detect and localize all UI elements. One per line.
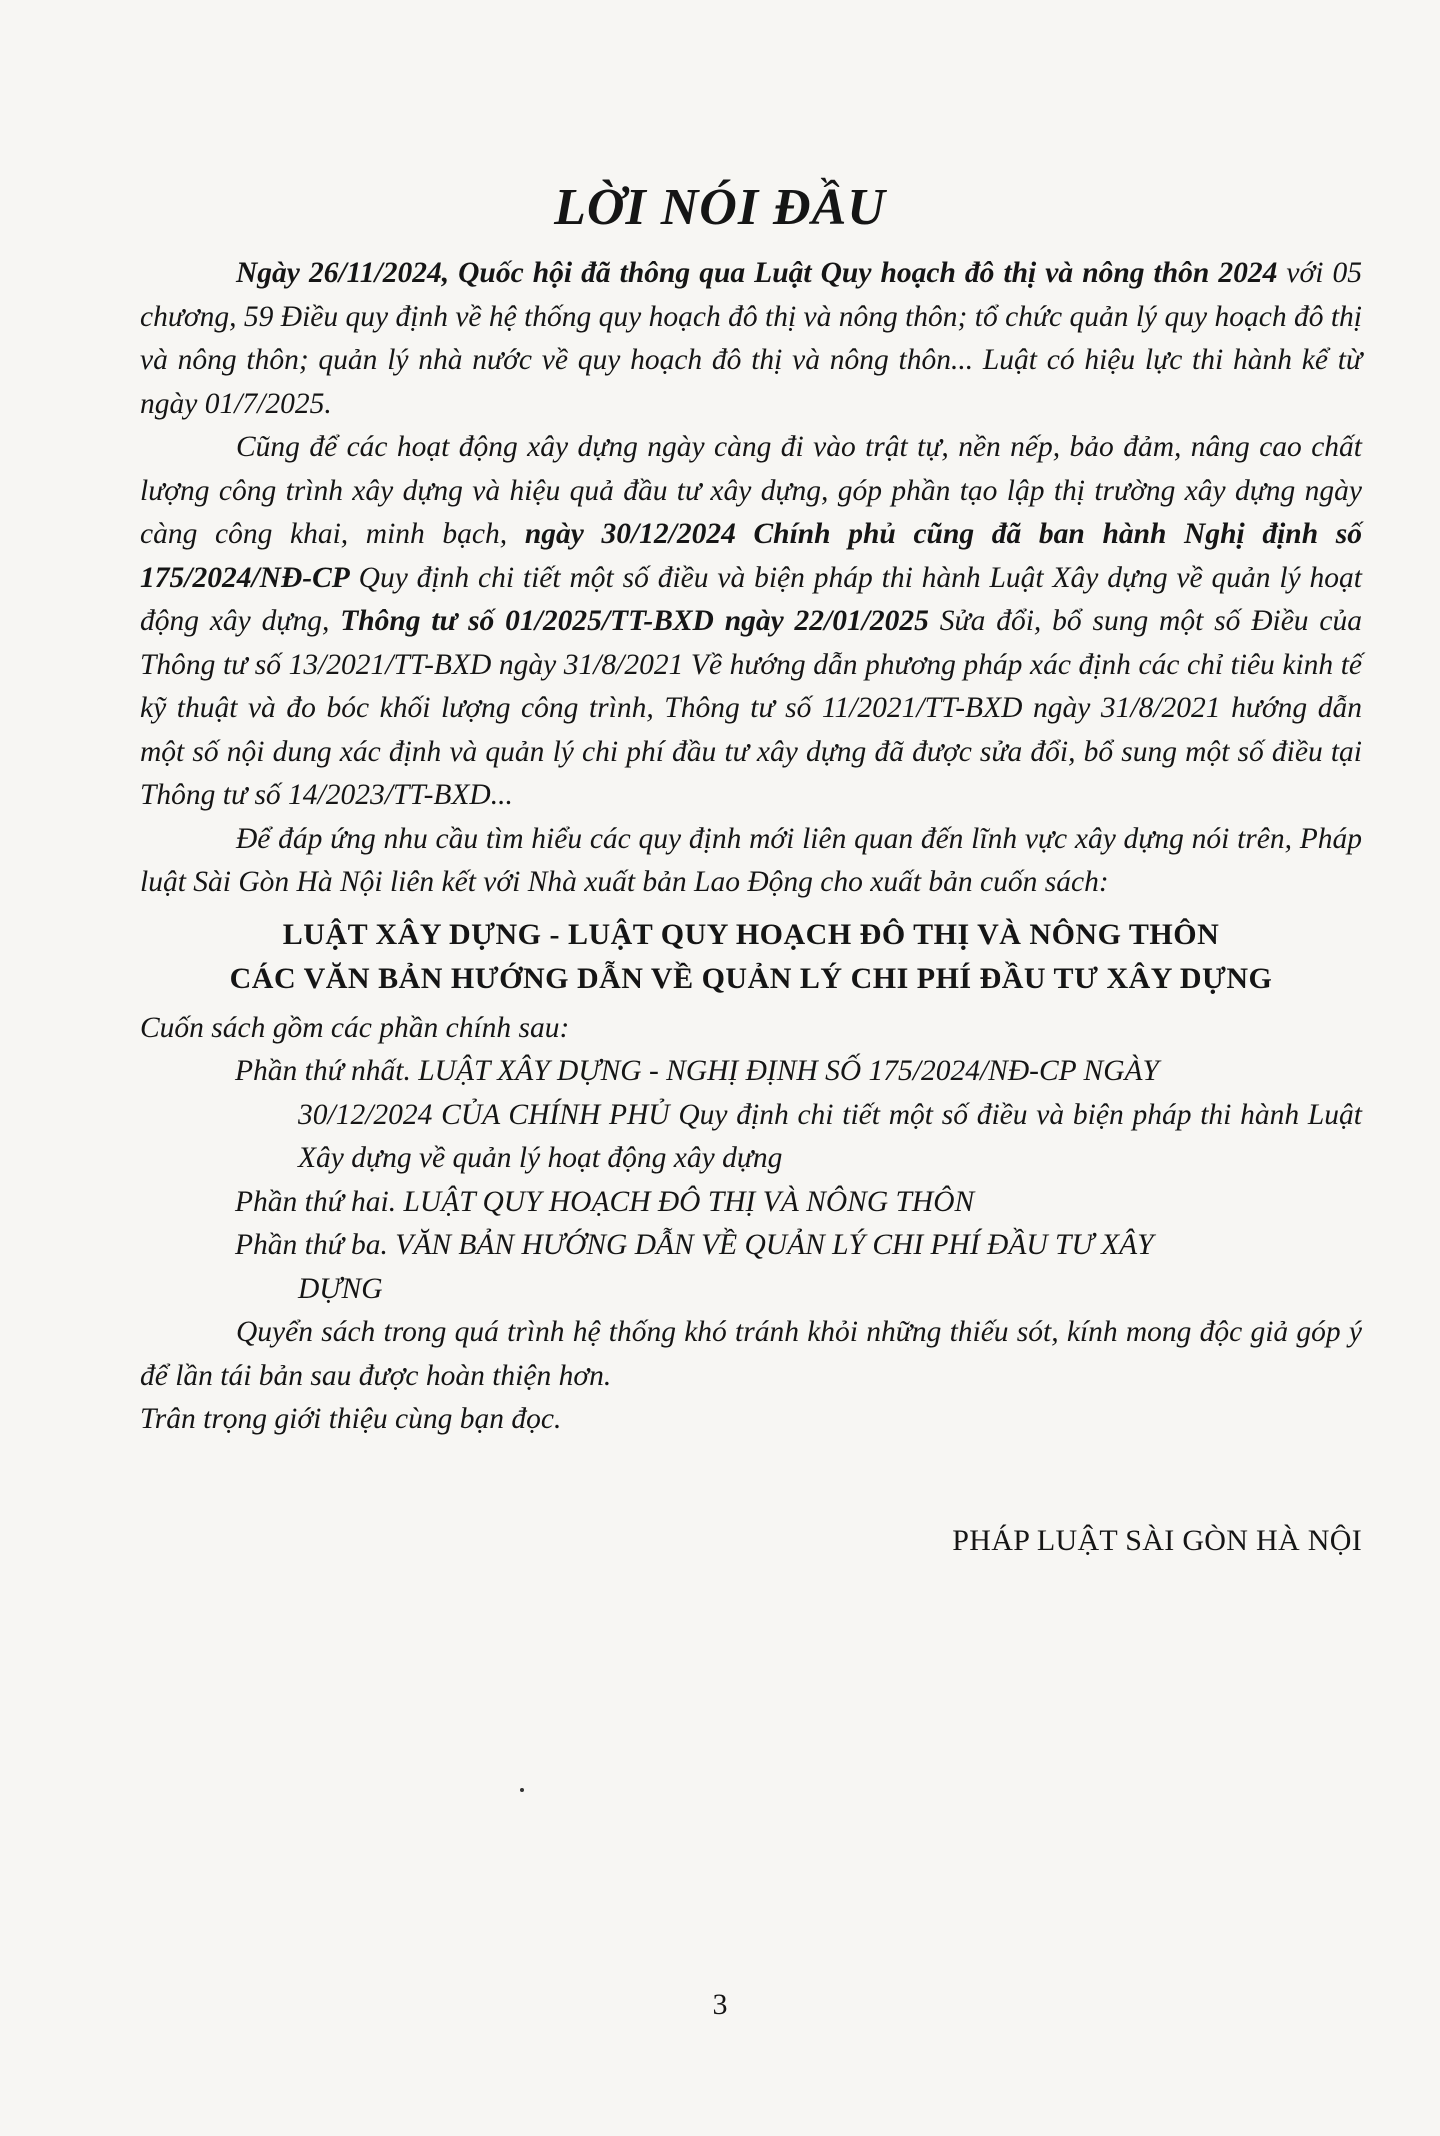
- paragraph-1-rest: với 05 chương, 59 Điều quy định về hệ thống quy hoạch đô thị và nông thôn; tổ chức quản lý quy hoạch đô thị và nông thôn; quản lý nhà nước về quy hoạch đô thị và nông thôn... Luật có hiệu lực thi hành kể từ ngày 01/7/2025.: [140, 257, 1362, 420]
- paragraph-4: [140, 1311, 1362, 1398]
- paragraph-2: [140, 426, 1362, 818]
- book-title-line-1: LUẬT XÂY DỰNG - LUẬT QUY HOẠCH ĐÔ THỊ VÀ NÔNG THÔN: [282, 917, 1220, 951]
- paragraph-3: [140, 818, 1362, 905]
- paragraph-1: [140, 252, 1362, 426]
- paragraph-3-text: Để đáp ứng nhu cầu tìm hiểu các quy định mới liên quan đến lĩnh vực xây dựng nói trên, Pháp luật Sài Gòn Hà Nội liên kết với Nhà xuất bản Lao Động cho xuất bản cuốn sách:: [140, 822, 1362, 898]
- stray-mark: [520, 1788, 524, 1792]
- book-title-line-2: CÁC VĂN BẢN HƯỚNG DẪN VỀ QUẢN LÝ CHI PHÍ ĐẦU TƯ XÂY DỰNG: [229, 961, 1273, 995]
- paragraph-1-bold: Ngày 26/11/2024, Quốc hội đã thông qua Luật Quy hoạch đô thị và nông thôn 2024: [236, 257, 1278, 289]
- page-title: LỜI NÓI ĐẦU: [554, 179, 886, 236]
- paragraph-2-bold-decree: ngày 30/12/2024 Chính phủ cũng đã ban hành Nghị định số 175/2024/NĐ-CP: [140, 518, 1362, 594]
- part-1: [235, 1050, 1362, 1181]
- paragraph-5-text: Trân trọng giới thiệu cùng bạn đọc.: [140, 1403, 562, 1435]
- part-2: [235, 1181, 1362, 1225]
- part-2-lead: Phần thứ hai. LUẬT QUY HOẠCH ĐÔ THỊ VÀ NÔNG THÔN: [235, 1185, 975, 1218]
- parts-intro-text: Cuốn sách gồm các phần chính sau:: [140, 1011, 570, 1044]
- part-1-lead: Phần thứ nhất. LUẬT XÂY DỰNG - NGHỊ ĐỊNH SỐ 175/2024/NĐ-CP NGÀY: [235, 1055, 1159, 1087]
- paragraph-4-text: Quyển sách trong quá trình hệ thống khó tránh khỏi những thiếu sót, kính mong độc giả góp ý để lần tái bản sau được hoàn thiện hơn.: [140, 1316, 1362, 1392]
- body-text: [140, 252, 1362, 1442]
- paragraph-2-a: Cũng để các hoạt động xây dựng ngày càng đi vào trật tự, nền nếp, bảo đảm, nâng cao chất lượng công trình xây dựng và hiệu quả đầu tư xây dựng, góp phần tạo lập thị trường xây dựng ngày càng công khai, minh bạch,: [140, 431, 1362, 550]
- paragraph-5: [140, 1398, 1362, 1442]
- parts-intro: [140, 1007, 1362, 1051]
- paragraph-2-bold-circular: Thông tư số 01/2025/TT-BXD ngày 22/01/2025: [340, 605, 929, 637]
- book-title: [140, 913, 1362, 1001]
- paragraph-2-c: Quy định chi tiết một số điều và biện pháp thi hành Luật Xây dựng về quản lý hoạt động xây dựng,: [140, 561, 1362, 637]
- part-3: [235, 1224, 1362, 1311]
- signature: PHÁP LUẬT SÀI GÒN HÀ NỘI: [952, 1524, 1362, 1557]
- paragraph-2-e: Sửa đổi, bổ sung một số Điều của Thông tư số 13/2021/TT-BXD ngày 31/8/2021 Về hướng dẫn phương pháp xác định các chỉ tiêu kinh tế kỹ thuật và đo bóc khối lượng công trình, Thông tư số 11/2021/TT-BXD ngày 31/8/2021 hướng dẫn một số nội dung xác định và quản lý chi phí đầu tư xây dựng đã được sửa đổi, bổ sung một số điều tại Thông tư số 14/2023/TT-BXD...: [140, 605, 1362, 811]
- part-1-continuation: 30/12/2024 CỦA CHÍNH PHỦ Quy định chi tiết một số điều và biện pháp thi hành Luật Xây dựng về quản lý hoạt động xây dựng: [298, 1098, 1362, 1174]
- part-3-continuation: DỰNG: [298, 1272, 383, 1305]
- part-3-lead: Phần thứ ba. VĂN BẢN HƯỚNG DẪN VỀ QUẢN LÝ CHI PHÍ ĐẦU TƯ XÂY: [235, 1229, 1154, 1261]
- parts-list: [140, 1050, 1362, 1311]
- page-number: 3: [712, 1988, 728, 2021]
